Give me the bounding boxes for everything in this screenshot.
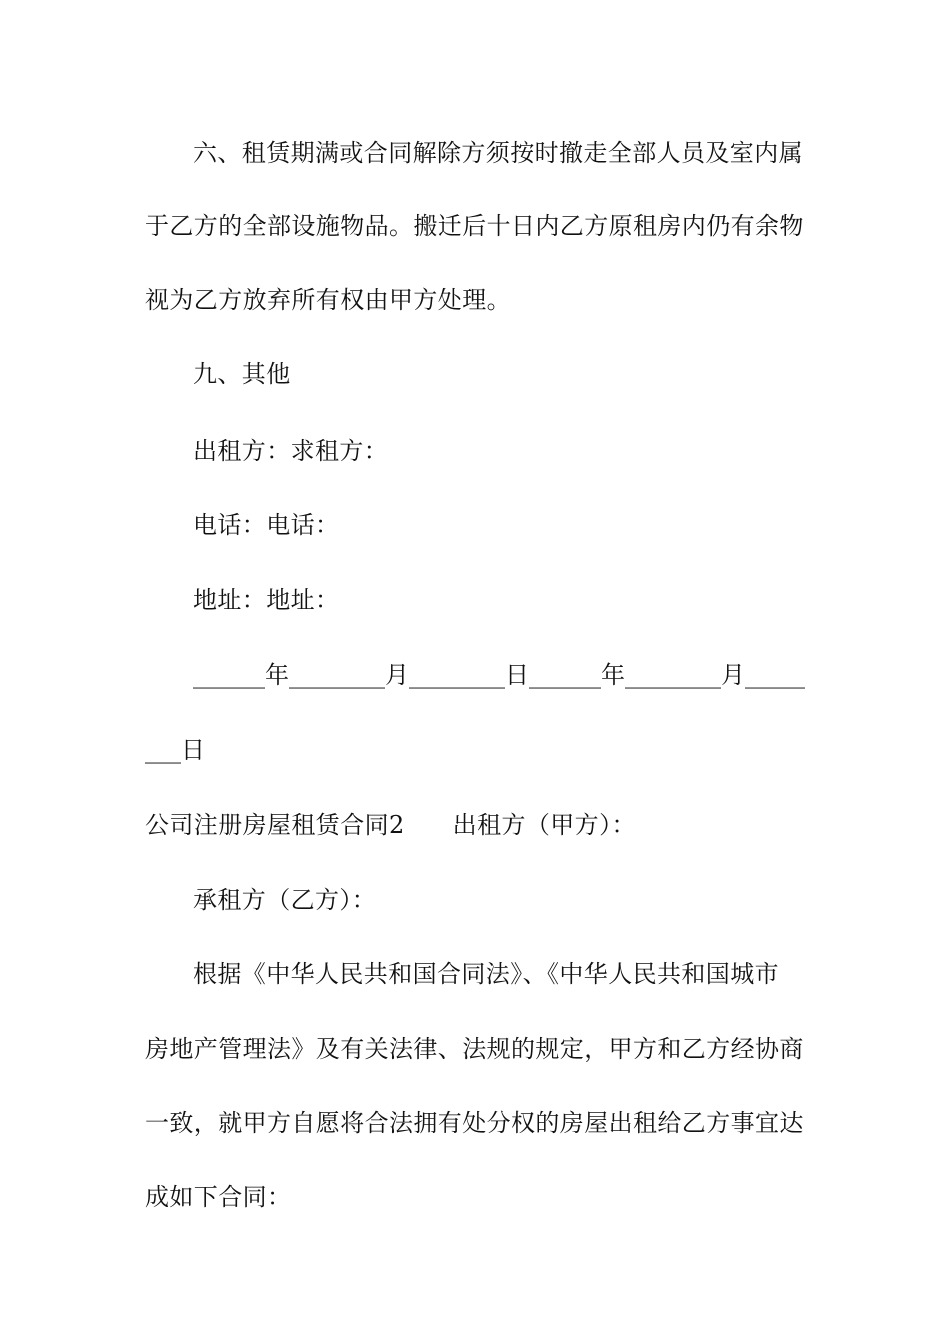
date-line-1: ______年________月________日______年________月_____ xyxy=(193,661,805,689)
contract-2-title-line xyxy=(145,810,810,840)
lessor-party-a-label: 出租方（甲方）： xyxy=(452,811,636,839)
section-nine-heading: 九、其他 xyxy=(193,360,291,388)
preamble-line-4: 成如下合同： xyxy=(145,1183,292,1211)
lessee-party-b-label: 承租方（乙方）： xyxy=(193,886,377,914)
preamble-line-3: 一致，就甲方自愿将合法拥有处分权的房屋出租给乙方事宜达 xyxy=(145,1109,804,1137)
preamble-line-2: 房地产管理法》及有关法律、法规的规定，甲方和乙方经协商 xyxy=(145,1035,804,1063)
phone-label: 电话：电话： xyxy=(193,511,340,539)
contract-2-title: 公司注册房屋租赁合同2 xyxy=(145,811,405,839)
preamble-line-1: 根据《中华人民共和国合同法》、《中华人民共和国城市 xyxy=(193,960,779,988)
paragraph-six-line-2: 于乙方的全部设施物品。搬迁后十日内乙方原租房内仍有余物 xyxy=(145,212,804,240)
lessor-lessee-label: 出租方：求租方： xyxy=(193,437,389,465)
paragraph-six-line-1: 六、租赁期满或合同解除方须按时撤走全部人员及室内属 xyxy=(193,139,803,167)
address-label: 地址：地址： xyxy=(193,586,340,614)
date-line-2: ___日 xyxy=(145,736,205,764)
paragraph-six-line-3: 视为乙方放弃所有权由甲方处理。 xyxy=(145,286,511,314)
